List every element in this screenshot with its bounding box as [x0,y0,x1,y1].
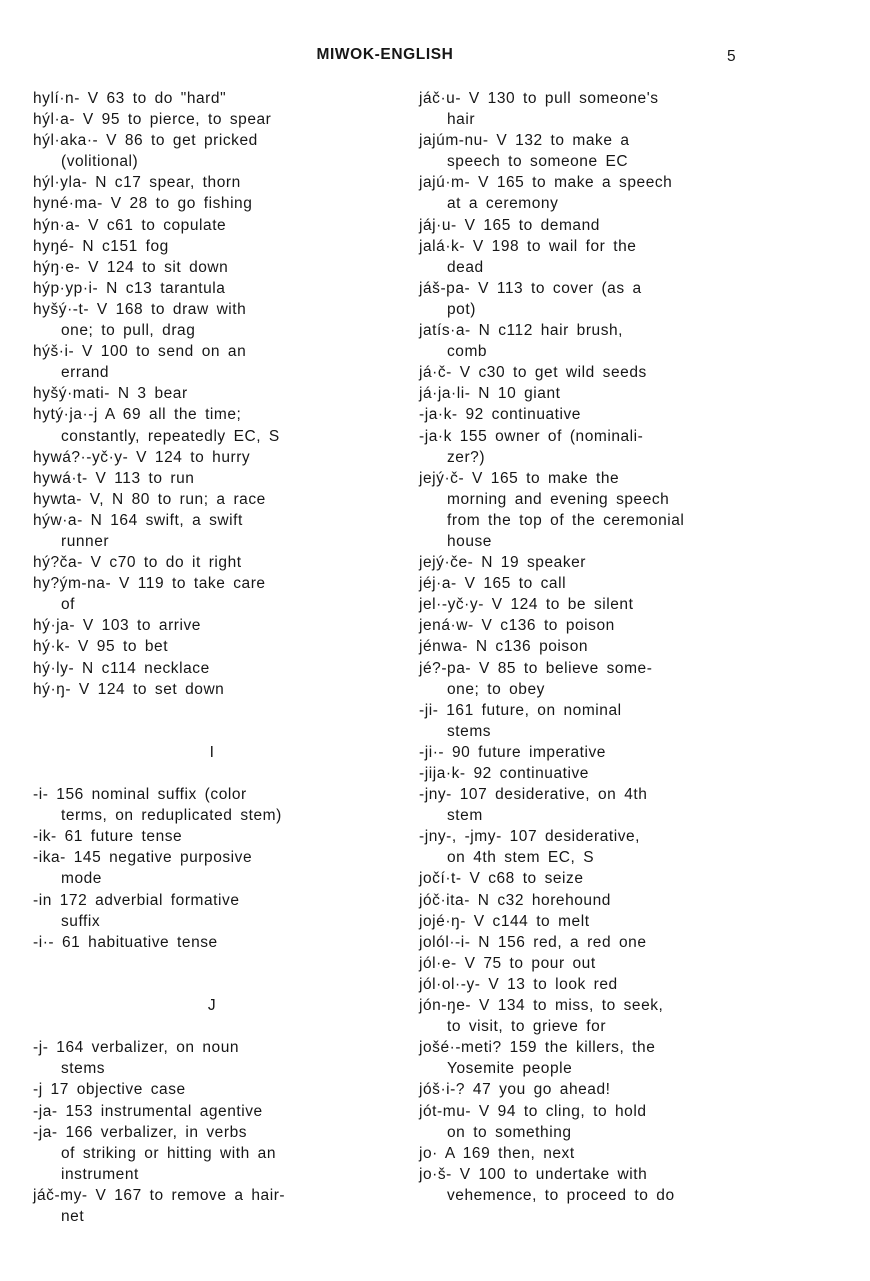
dictionary-entry-continuation: comb [447,343,488,361]
dictionary-entry-line: jejý·č- V 165 to make the [419,469,620,487]
dictionary-entry-continuation: stems [61,1060,106,1078]
dictionary-entry-continuation: suffix [61,912,101,930]
dictionary-entry-line: -ji·- 90 future imperative [419,743,606,761]
dictionary-entry-line: jajúm-nu- V 132 to make a [419,132,630,150]
dictionary-entry-continuation: of striking or hitting with an [61,1144,277,1162]
dictionary-entry-continuation: to visit, to grieve for [447,1018,607,1036]
dictionary-entry-line: jajú·m- V 165 to make a speech [419,174,673,192]
dictionary-entry-line: hýp·yp·i- N c13 tarantula [33,279,226,297]
dictionary-entry-line: hyšý·mati- N 3 bear [33,385,188,403]
page-header-title: MIWOK-ENGLISH [316,46,454,63]
page-number: 5 [727,48,736,65]
dictionary-entry-line: jé?-pa- V 85 to believe some- [419,659,653,677]
dictionary-entry-line: jót-mu- V 94 to cling, to hold [419,1102,647,1120]
dictionary-entry-line: hý·ŋ- V 124 to set down [33,680,225,698]
dictionary-entry-line: hý·ja- V 103 to arrive [33,617,201,635]
dictionary-entry-line: hý?ča- V c70 to do it right [33,554,242,572]
dictionary-entry-line: hy?ým-na- V 119 to take care [33,575,266,593]
dictionary-entry-line: jóč·ita- N c32 horehound [419,891,611,909]
dictionary-entry-continuation: errand [61,364,110,382]
dictionary-entry-line: hý·k- V 95 to bet [33,638,169,656]
dictionary-entry-line: já·č- V c30 to get wild seeds [419,364,647,382]
dictionary-entry-line: -ja- 153 instrumental agentive [33,1102,263,1120]
dictionary-entry-continuation: instrument [61,1165,139,1183]
dictionary-entry-continuation: stem [447,807,483,825]
dictionary-entry-continuation: vehemence, to proceed to do [447,1186,675,1204]
blank-line [33,721,421,742]
dictionary-entry-line: hýl·aka·- V 86 to get pricked [33,132,258,150]
dictionary-entry-continuation: stems [447,722,492,740]
dictionary-entry-continuation: hair [447,111,476,129]
dictionary-entry-line: jón-ŋe- V 134 to miss, to seek, [419,997,664,1015]
dictionary-entry-line: -ja·k- 92 continuative [419,406,581,424]
dictionary-entry-line: -in 172 adverbial formative [33,891,240,909]
section-heading-letter: I [209,743,215,761]
dictionary-entry-line: -ika- 145 negative purposive [33,849,253,867]
dictionary-entry-line: jočí·t- V c68 to seize [419,870,584,888]
dictionary-entry-line: hý·ly- N c114 necklace [33,659,210,677]
dictionary-entry-line: -ik- 61 future tense [33,828,183,846]
dictionary-entry-line: -i·- 61 habituative tense [33,933,218,951]
dictionary-entry-continuation: Yosemite people [447,1060,573,1078]
blank-line [33,1016,421,1037]
dictionary-entry-line: jojé·ŋ- V c144 to melt [419,912,590,930]
dictionary-entry-line: hýl·yla- N c17 spear, thorn [33,174,241,192]
dictionary-entry-continuation: mode [61,870,102,888]
dictionary-entry-line: -jija·k- 92 continuative [419,765,589,782]
dictionary-entry-continuation: from the top of the ceremonial [447,511,685,529]
dictionary-entry-line: hywta- V, N 80 to run; a race [33,490,266,508]
dictionary-entry-continuation: house [447,532,492,550]
dictionary-entry-line: jo·š- V 100 to undertake with [419,1165,648,1183]
dictionary-entry-line: -i- 156 nominal suffix (color [33,786,247,804]
dictionary-entry-line: jejý·če- N 19 speaker [419,554,586,572]
dictionary-entry-line: hylí·n- V 63 to do "hard" [33,90,227,107]
dictionary-entry-line: jošé·-meti? 159 the killers, the [419,1039,656,1057]
dictionary-entry-line: jáč·u- V 130 to pull someone's [419,90,659,107]
dictionary-entry-line: -ji- 161 future, on nominal [419,701,622,719]
dictionary-entry-line: -ja·k 155 owner of (nominali- [419,427,644,445]
dictionary-entry-continuation: of [61,596,76,614]
dictionary-entry-line: jáš-pa- V 113 to cover (as a [419,279,642,297]
dictionary-entry-continuation: morning and evening speech [447,490,670,508]
dictionary-entry-line: hýw·a- N 164 swift, a swift [33,511,243,529]
dictionary-entry-line: -j- 164 verbalizer, on noun [33,1039,240,1057]
dictionary-entry-line: hýš·i- V 100 to send on an [33,343,247,361]
dictionary-entry-continuation: constantly, repeatedly EC, S [61,427,280,445]
dictionary-entry-continuation: runner [61,532,110,550]
dictionary-entry-line: hýn·a- V c61 to copulate [33,216,227,234]
dictionary-entry-line: -jny- 107 desiderative, on 4th [419,786,648,804]
blank-line [33,953,421,974]
dictionary-entry-continuation: dead [447,258,484,276]
section-heading-letter: J [207,997,217,1015]
dictionary-entry-line: hýl·a- V 95 to pierce, to spear [33,111,272,129]
dictionary-entry-line: hyné·ma- V 28 to go fishing [33,195,253,213]
dictionary-entry-line: jáj·u- V 165 to demand [419,216,600,234]
dictionary-entry-line: -j 17 objective case [33,1081,186,1099]
dictionary-entry-continuation: one; to obey [447,680,545,698]
dictionary-entry-line: jatís·a- N c112 hair brush, [419,322,624,340]
left-column [33,88,421,1227]
blank-line [33,763,421,784]
dictionary-entry-line: jel·-yč·y- V 124 to be silent [419,596,634,614]
dictionary-entry-continuation: on to something [447,1123,572,1141]
dictionary-entry-line: jolól·-i- N 156 red, a red one [419,933,647,951]
dictionary-entry-line: jo· A 169 then, next [419,1144,575,1162]
dictionary-entry-continuation: zer?) [447,448,486,466]
dictionary-entry-line: já·ja·li- N 10 giant [419,385,561,403]
dictionary-entry-line: jól·ol·-y- V 13 to look red [419,975,618,993]
dictionary-entry-continuation: at a ceremony [447,195,559,213]
dictionary-entry-continuation: terms, on reduplicated stem) [61,807,282,825]
dictionary-entry-continuation: on 4th stem EC, S [447,849,595,867]
dictionary-entry-line: -jny-, -jmy- 107 desiderative, [419,828,641,846]
dictionary-entry-line: hyŋé- N c151 fog [33,237,169,255]
dictionary-entry-continuation: net [61,1207,85,1225]
dictionary-entry-line: jéj·a- V 165 to call [419,575,567,593]
right-column [419,88,859,1206]
dictionary-entry-line: jená·w- V c136 to poison [419,617,615,635]
dictionary-entry-line: hyšý·-t- V 168 to draw with [33,300,247,318]
dictionary-entry-continuation: one; to pull, drag [61,322,196,340]
dictionary-entry-line: jalá·k- V 198 to wail for the [419,237,637,255]
dictionary-entry-line: jól·e- V 75 to pour out [419,954,596,972]
dictionary-entry-continuation: pot) [447,300,476,318]
dictionary-entry-line: jénwa- N c136 poison [419,638,589,656]
blank-line [33,974,421,995]
dictionary-entry-line: jóš·i-? 47 you go ahead! [419,1081,611,1099]
dictionary-entry-continuation: speech to someone EC [447,153,629,171]
dictionary-entry-line: jáč-my- V 167 to remove a hair- [33,1186,286,1204]
dictionary-entry-continuation: (volitional) [61,153,139,171]
blank-line [33,700,421,721]
dictionary-entry-line: hýŋ·e- V 124 to sit down [33,258,229,276]
dictionary-entry-line: hywá?·-yč·y- V 124 to hurry [33,448,251,466]
dictionary-entry-line: hywá·t- V 113 to run [33,469,195,487]
dictionary-entry-line: -ja- 166 verbalizer, in verbs [33,1123,248,1141]
dictionary-entry-line: hytý·ja·-j A 69 all the time; [33,406,242,424]
